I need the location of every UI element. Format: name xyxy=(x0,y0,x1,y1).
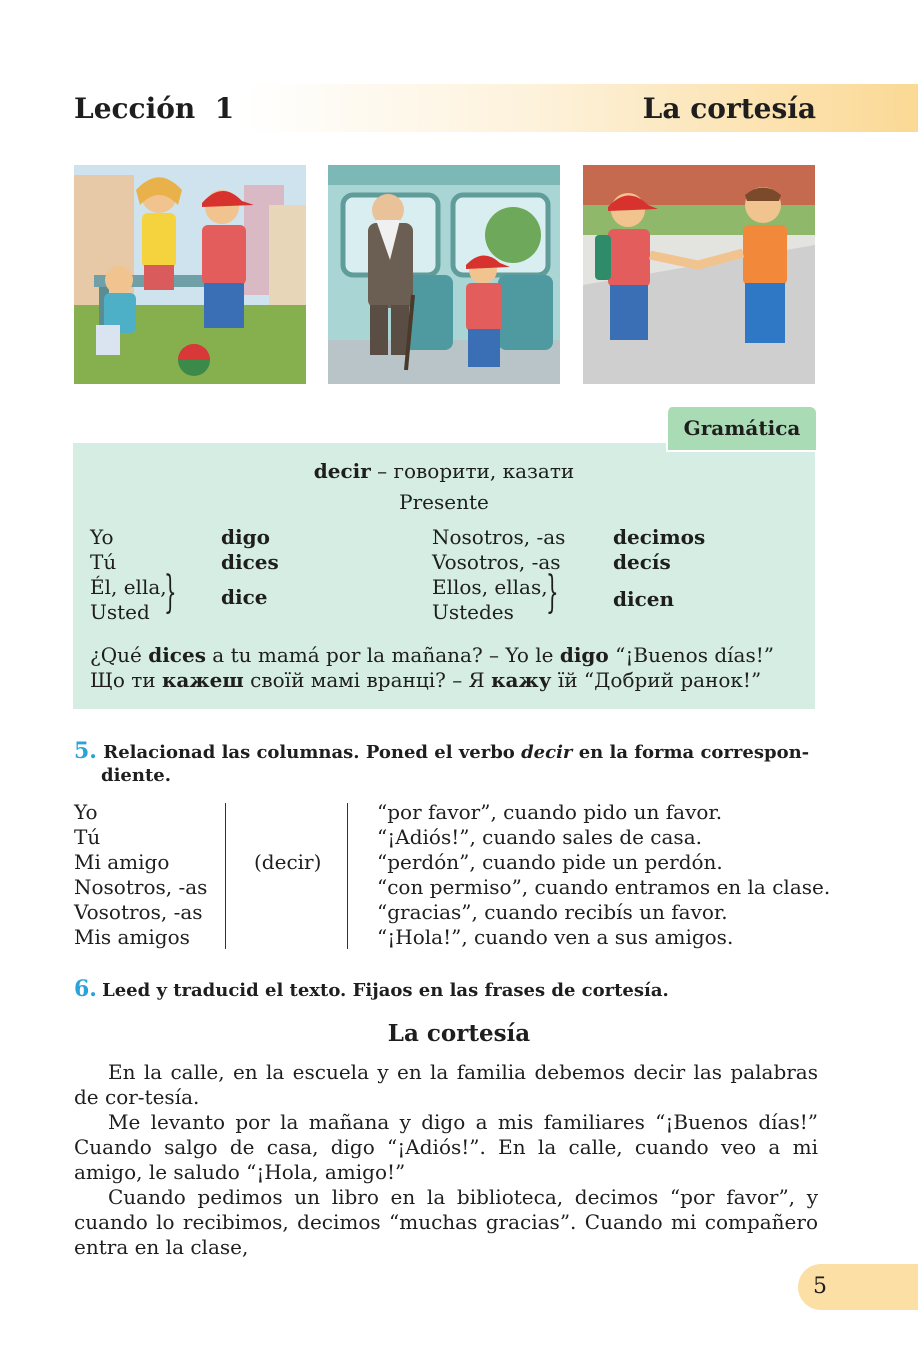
exercise-5-instructions xyxy=(74,740,818,787)
subject-item: Vosotros, -as xyxy=(74,900,203,924)
example-uk-bold: кажеш xyxy=(161,668,244,692)
form-digo: digo xyxy=(221,525,270,549)
example-es-part: “¡Buenos días!” xyxy=(608,643,774,667)
example-uk-part: Що ти xyxy=(90,668,162,692)
subject-item: Mi amigo xyxy=(74,850,170,874)
form-dicen: dicen xyxy=(613,587,675,611)
header-band xyxy=(245,84,918,132)
tense-label: Presente xyxy=(399,490,489,514)
brace-left: } xyxy=(164,567,177,618)
exercise-5-number: 5. xyxy=(74,738,97,764)
subjects-column xyxy=(74,800,207,950)
column-divider-right xyxy=(347,803,348,949)
pronoun-vosotros: Vosotros, -as xyxy=(432,550,561,574)
exercise-6-instructions xyxy=(74,976,669,1004)
example-uk-part: своїй мамі вранці? – Я xyxy=(243,668,492,692)
verb-translation: – говорити, казати xyxy=(370,459,575,483)
page-number: 5 xyxy=(813,1274,827,1299)
form-decimos: decimos xyxy=(613,525,706,549)
lesson-title: La cortesía xyxy=(642,92,816,125)
exercise-5-text-cont: diente. xyxy=(101,765,171,786)
reading-paragraph: Cuando pedimos un libro en la biblioteca, decimos “por favor”, y cuando lo recibimos, decimos “muchas gracias”. Cuando mi compañero entra en la clase, xyxy=(74,1185,818,1259)
column-divider-left xyxy=(225,803,226,949)
verb-hint: (decir) xyxy=(254,850,322,874)
lesson-label: Lección 1 xyxy=(74,92,235,125)
example-es-part: a tu mamá por la mañana? – Yo le xyxy=(205,643,560,667)
phrase-item: “¡Adiós!”, cuando sales de casa. xyxy=(377,825,702,849)
form-dice: dice xyxy=(221,585,268,609)
illustration-boys-shaking-hands xyxy=(583,165,815,384)
grammar-tab: Gramática xyxy=(666,407,816,452)
form-dices: dices xyxy=(221,550,279,574)
subject-item: Nosotros, -as xyxy=(74,875,208,899)
verb-infinitive: decir xyxy=(313,459,371,483)
pronoun-ustedes: Ustedes xyxy=(432,600,514,624)
pronoun-usted: Usted xyxy=(90,600,150,624)
example-uk-bold: кажу xyxy=(491,668,552,692)
example-es-part: ¿Qué xyxy=(90,643,149,667)
phrase-item: “por favor”, cuando pido un favor. xyxy=(377,800,723,824)
form-decis: decís xyxy=(613,550,671,574)
exercise-5-verb: decir xyxy=(521,742,573,763)
exercise-5-text: Relacionad las columnas. Poned el verbo xyxy=(103,742,522,763)
pronoun-ellos-ellas: Ellos, ellas, xyxy=(432,575,548,599)
phrase-item: “perdón”, cuando pide un perdón. xyxy=(377,850,723,874)
reading-paragraph: En la calle, en la escuela y en la familia debemos decir las palabras de cor-tesía. xyxy=(74,1060,818,1109)
verb-heading xyxy=(73,459,815,483)
phrase-item: “¡Hola!”, cuando ven a sus amigos. xyxy=(377,925,734,949)
grammar-box xyxy=(73,443,815,709)
illustration-kids-park-bench xyxy=(74,165,306,384)
example-spanish xyxy=(90,643,774,667)
pronoun-el-ella: Él, ella, xyxy=(90,575,167,599)
phrase-item: “con permiso”, cuando entramos en la clase. xyxy=(377,875,831,899)
example-uk-part: їй “Добрий ранок!” xyxy=(551,668,762,692)
exercise-6-number: 6. xyxy=(74,976,97,1002)
reading-paragraph: Me levanto por la mañana y digo a mis familiares “¡Buenos días!” Cuando salgo de casa, digo “¡Adiós!”. En la calle, cuando veo a mi amigo, le saludo “¡Hola, amigo!” xyxy=(74,1110,818,1184)
subject-item: Yo xyxy=(74,800,98,824)
brace-right: } xyxy=(546,567,559,618)
example-es-bold: digo xyxy=(559,643,609,667)
subject-item: Mis amigos xyxy=(74,925,190,949)
pronoun-nosotros: Nosotros, -as xyxy=(432,525,566,549)
pronoun-tu: Tú xyxy=(90,550,117,574)
example-es-bold: dices xyxy=(148,643,206,667)
phrase-item: “gracias”, cuando recibís un favor. xyxy=(377,900,728,924)
illustration-boy-bus-old-man xyxy=(328,165,560,384)
exercise-6-text: Leed y traducid el texto. Fijaos en las frases de cortesía. xyxy=(102,980,669,1001)
example-ukrainian xyxy=(90,668,761,692)
subject-item: Tú xyxy=(74,825,101,849)
phrases-column xyxy=(377,800,830,950)
reading-title: La cortesía xyxy=(387,1020,531,1047)
exercise-5-text: en la forma correspon- xyxy=(572,742,810,763)
pronoun-yo: Yo xyxy=(90,525,114,549)
